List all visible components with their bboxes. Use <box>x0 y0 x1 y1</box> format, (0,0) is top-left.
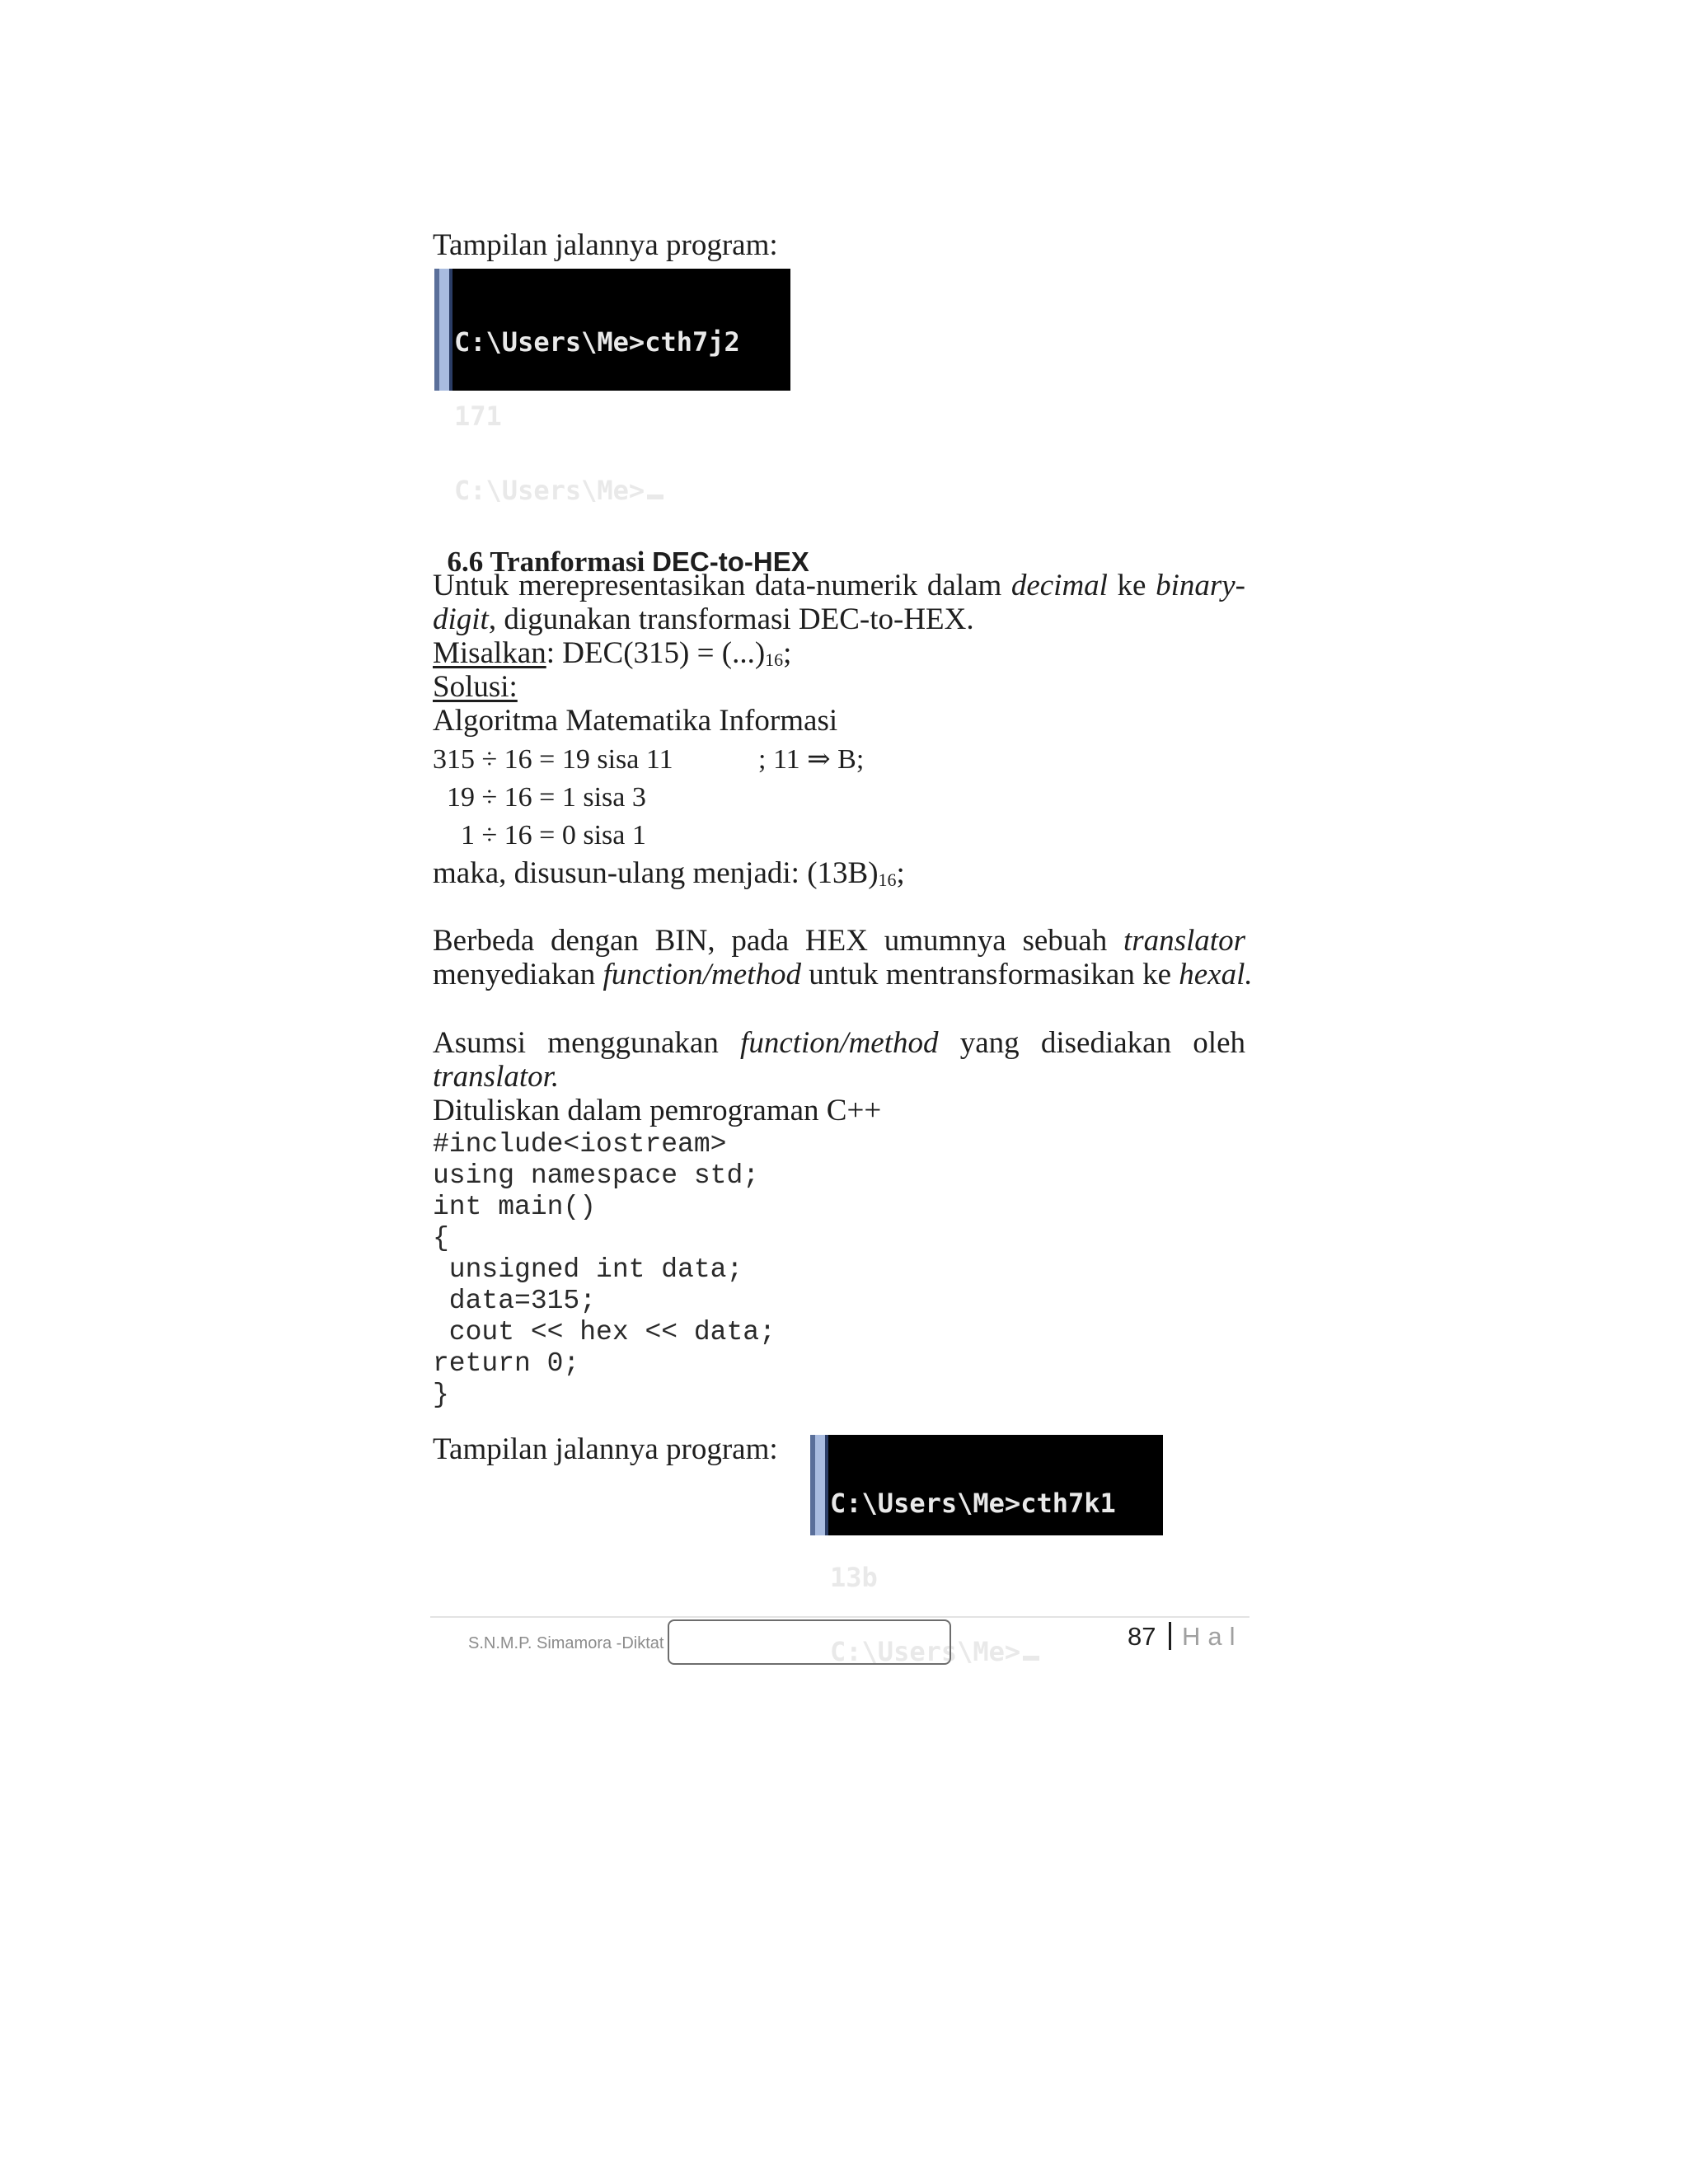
cursor-icon <box>647 494 663 499</box>
intro-paragraph-line2: digit, digunakan transformasi DEC-to-HEX. <box>433 602 974 636</box>
code-line: int main() <box>433 1192 597 1222</box>
code-line: } <box>433 1380 449 1410</box>
footer-divider <box>430 1616 1250 1618</box>
program-output-label: Tampilan jalannya program: <box>433 1432 778 1466</box>
calc-step: 315 ÷ 16 = 19 sisa 11 <box>433 744 673 775</box>
assumption-paragraph-line2: translator. <box>433 1060 560 1094</box>
console-screenshot <box>434 269 790 506</box>
code-line: #include<iostream> <box>433 1129 727 1160</box>
result-line: maka, disusun-ulang menjadi: $(13B)_{16}$; <box>433 856 905 890</box>
code-line: cout << hex << data; <box>433 1317 776 1347</box>
console-line: 171 <box>454 401 502 432</box>
calc-step: 1 ÷ 16 = 0 sisa 1 <box>433 820 646 851</box>
code-line: data=315; <box>433 1286 597 1316</box>
code-line: using namespace std; <box>433 1160 760 1191</box>
console-line: C:\Users\Me>cth7j2 <box>454 326 740 358</box>
intro-paragraph-line1: Untuk merepresentasikan data-numerik dalam decimal ke binary- <box>433 569 1245 602</box>
language-line: Dituliskan dalam pemrograman C++ <box>433 1094 882 1127</box>
hex-paragraph-line1: Berbeda dengan BIN, pada HEX umumnya sebuah translator <box>433 924 1245 958</box>
page-label: Hal <box>1182 1622 1243 1651</box>
page-separator <box>1169 1622 1171 1650</box>
console-line: C:\Users\Me> <box>830 1639 1116 1664</box>
code-line: return 0; <box>433 1348 580 1379</box>
console-line: 13b <box>830 1562 878 1593</box>
console-line: C:\Users\Me>cth7k1 <box>830 1488 1116 1519</box>
footer-author: S.N.M.P. Simamora -Diktat <box>468 1634 664 1652</box>
console-line: C:\Users\Me> <box>454 478 740 503</box>
solution-label: Solusi: <box>433 670 518 704</box>
calc-step: 19 ÷ 16 = 1 sisa 3 <box>433 782 646 813</box>
code-line: { <box>433 1223 449 1254</box>
section-heading: 6.6 Tranformasi DEC-to-HEX <box>447 546 809 578</box>
code-block <box>433 1129 776 1411</box>
code-line: unsigned int data; <box>433 1254 743 1285</box>
algorithm-label: Algoritma Matematika Informasi <box>433 704 838 738</box>
calc-note: ; 11 ⇒ B; <box>758 744 865 775</box>
assumption-paragraph-line1: Asumsi menggunakan function/method yang disediakan oleh <box>433 1026 1245 1060</box>
program-output-label: Tampilan jalannya program: <box>433 228 778 262</box>
footer-textbox <box>668 1619 951 1665</box>
cursor-icon <box>1023 1656 1039 1661</box>
page-number: 87 <box>1128 1622 1156 1651</box>
hex-paragraph-line2: menyediakan function/method untuk mentransformasikan ke hexal. <box>433 958 1253 991</box>
example-line: Misalkan: $DEC(315) = (...)_{16}$; <box>433 636 792 670</box>
